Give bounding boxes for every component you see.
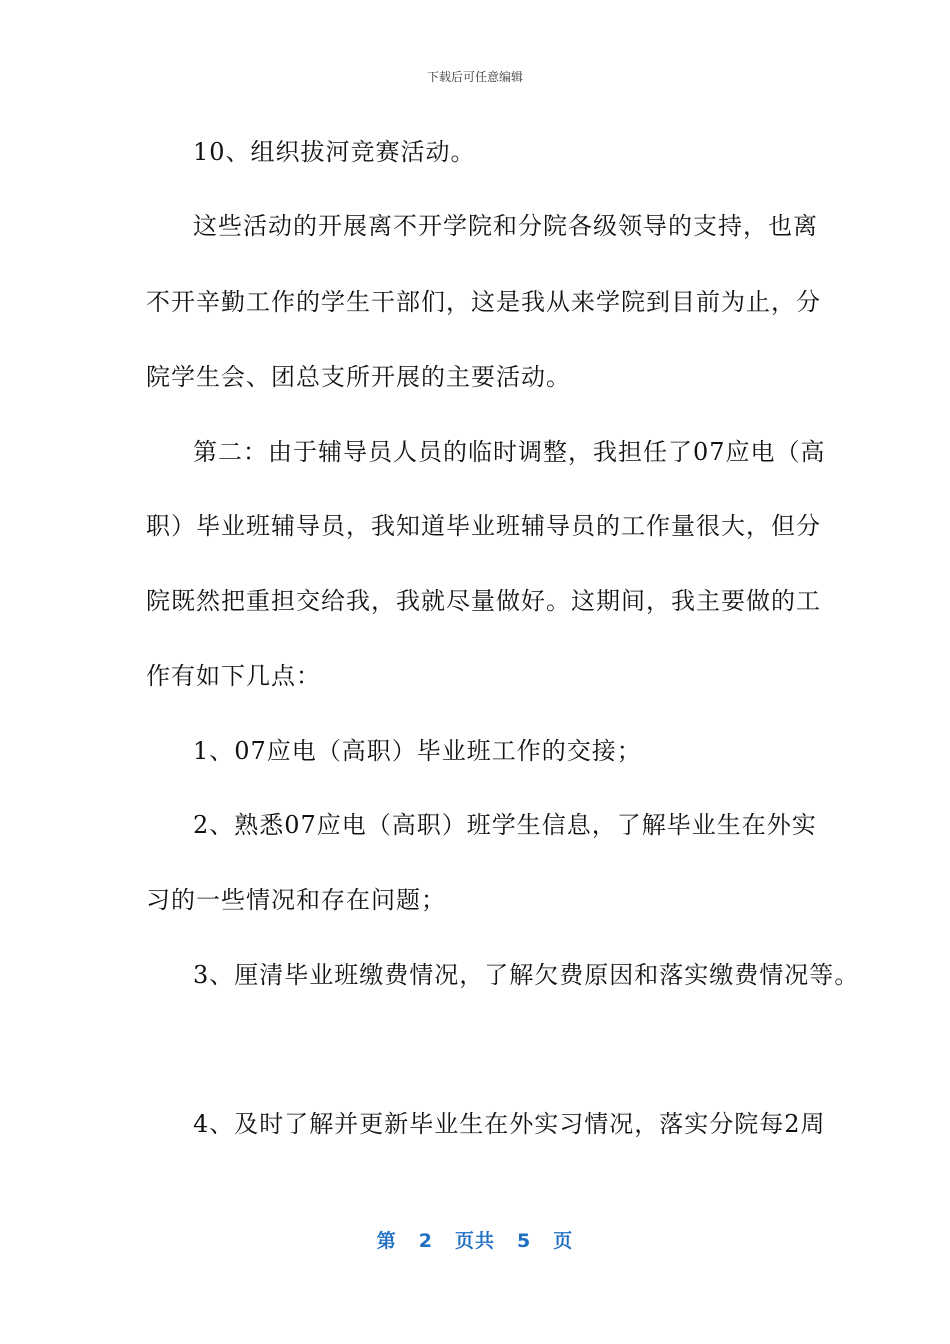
total-pages-number: 5 [517,1230,532,1252]
text-line-4: 院学生会、团总支所开展的主要活动。 [146,363,571,391]
page-number-footer [0,1226,950,1253]
text-line-13: 4、及时了解并更新毕业生在外实习情况，落实分院每2周 [193,1110,826,1138]
text-line-9: 1、07应电（高职）毕业班工作的交接； [193,737,642,765]
text-line-5: 第二：由于辅导员人员的临时调整，我担任了07应电（高 [193,438,826,466]
page-suffix: 页 [553,1230,574,1252]
text-line-8: 作有如下几点： [146,662,321,690]
text-line-1: 10、组织拔河竞赛活动。 [193,138,476,166]
page-middle: 页共 [454,1230,495,1252]
page-prefix: 第 [376,1230,397,1252]
text-line-2: 这些活动的开展离不开学院和分院各级领导的支持，也离 [193,212,818,240]
text-line-10: 2、熟悉07应电（高职）班学生信息，了解毕业生在外实 [193,811,817,839]
text-line-12: 3、厘清毕业班缴费情况，了解欠费原因和落实缴费情况等。 [193,961,860,989]
text-line-11: 习的一些情况和存在问题； [146,886,446,914]
text-line-6: 职）毕业班辅导员，我知道毕业班辅导员的工作量很大，但分 [146,512,821,540]
text-line-7: 院既然把重担交给我，我就尽量做好。这期间，我主要做的工 [146,587,821,615]
text-line-3: 不开辛勤工作的学生干部们，这是我从来学院到目前为止，分 [146,288,821,316]
current-page-number: 2 [418,1230,433,1252]
header-note: 下载后可任意编辑 [426,70,523,84]
